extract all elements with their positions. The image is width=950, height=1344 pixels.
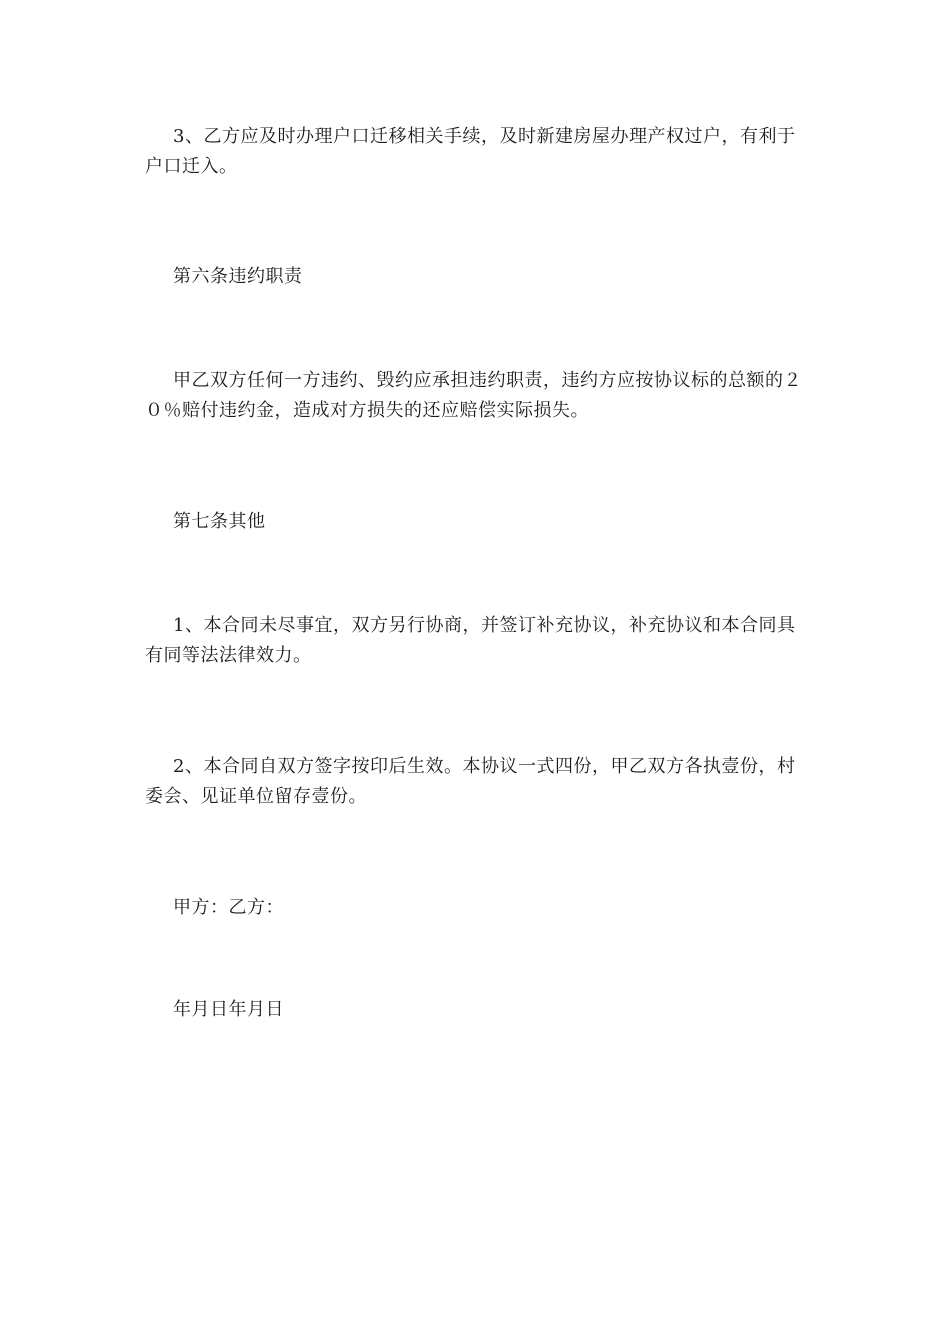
article-6-body-paragraph: 甲乙双方任何一方违约、毁约应承担违约职责，违约方应按协议标的总额的２０％赔付违约金，造成对方损失的还应赔偿实际损失。	[145, 370, 802, 421]
clause-5-3-paragraph: 3、乙方应及时办理户口迁移相关手续，及时新建房屋办理产权过户，有利于户口迁入。	[145, 126, 796, 177]
article-6-heading: 第六条违约职责	[173, 266, 303, 287]
signature-parties-line: 甲方：乙方：	[173, 897, 284, 918]
article-7-heading: 第七条其他	[173, 511, 266, 532]
clause-7-1-paragraph: 1、本合同未尽事宜，双方另行协商，并签订补充协议，补充协议和本合同具有同等法法律效力。	[145, 615, 796, 666]
signature-dates-line: 年月日年月日	[173, 999, 284, 1020]
clause-7-2-paragraph: 2、本合同自双方签字按印后生效。本协议一式四份，甲乙双方各执壹份，村委会、见证单位留存壹份。	[145, 756, 796, 807]
